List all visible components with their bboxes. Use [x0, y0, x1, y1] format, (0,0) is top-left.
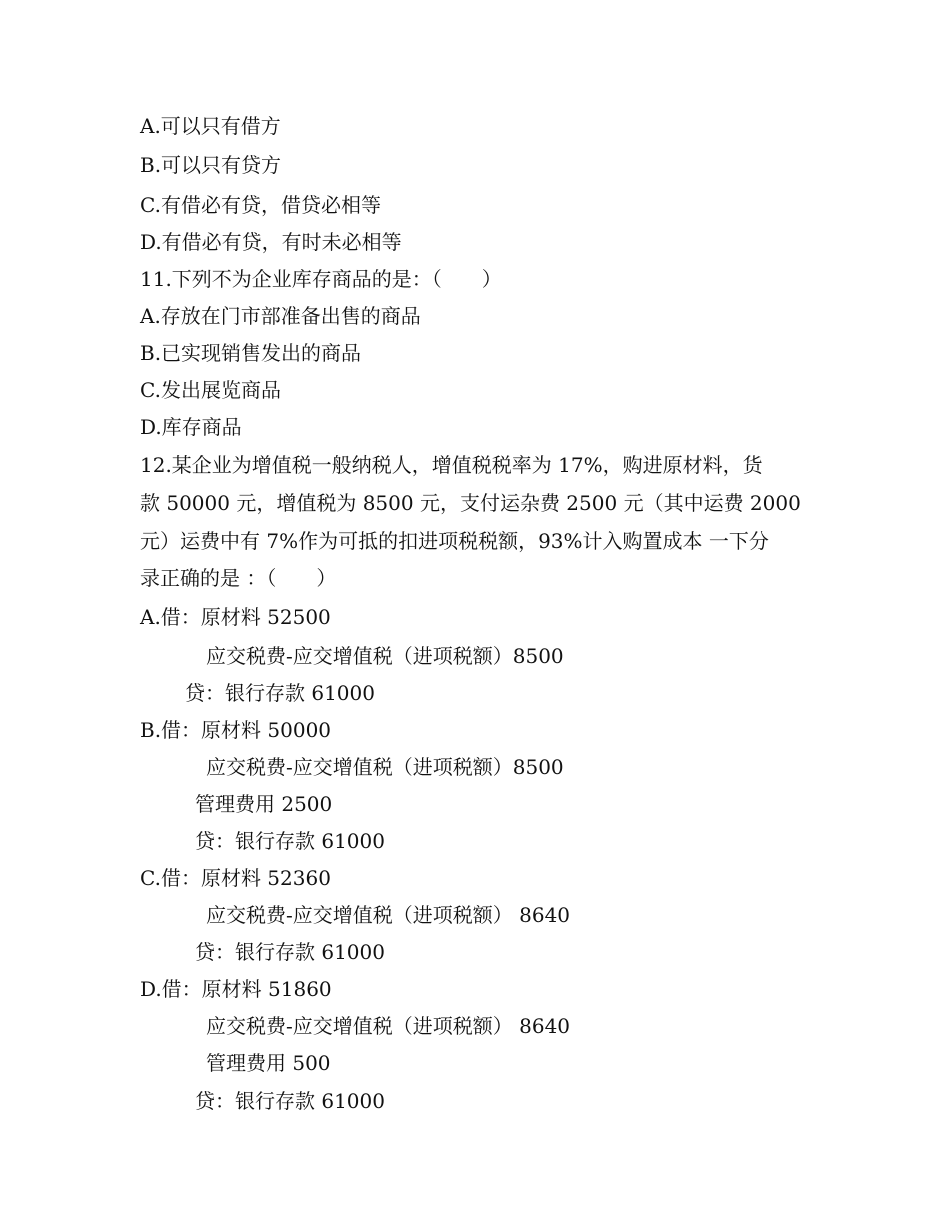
q12-option-b-debit: B.借：原材料 50000 — [140, 718, 332, 742]
q11-stem: 11.下列不为企业库存商品的是：（ ） — [140, 267, 502, 291]
q12-stem-line-1: 12.某企业为增值税一般纳税人，增值税税率为 17%，购进原材料，货 — [140, 453, 763, 477]
q12-option-b-expense: 管理费用 2500 — [195, 792, 333, 816]
q12-stem-line-4: 录正确的是 ：（ ） — [140, 566, 337, 590]
q12-option-b-tax: 应交税费-应交增值税（进项税额）8500 — [206, 755, 564, 779]
q12-option-c-credit: 贷：银行存款 61000 — [195, 940, 385, 964]
q10-option-d: D.有借必有贷，有时未必相等 — [140, 230, 402, 254]
q12-option-d-expense: 管理费用 500 — [206, 1051, 331, 1075]
q10-option-c: C.有借必有贷，借贷必相等 — [140, 193, 381, 217]
q12-option-b-credit: 贷：银行存款 61000 — [195, 829, 385, 853]
q11-option-d: D.库存商品 — [140, 415, 242, 439]
q12-option-d-credit: 贷：银行存款 61000 — [195, 1089, 385, 1113]
q10-option-b: B.可以只有贷方 — [140, 153, 282, 177]
q12-option-d-debit: D.借：原材料 51860 — [140, 977, 332, 1001]
q12-option-a-debit: A.借：原材料 52500 — [140, 605, 331, 629]
q11-option-b: B.已实现销售发出的商品 — [140, 341, 362, 365]
q12-stem-line-3: 元）运费中有 7%作为可抵的扣进项税税额，93%计入购置成本 一下分 — [140, 529, 769, 553]
q12-option-d-tax: 应交税费-应交增值税（进项税额） 8640 — [206, 1014, 571, 1038]
q12-option-a-credit: 贷：银行存款 61000 — [185, 681, 375, 705]
q10-option-a: A.可以只有借方 — [140, 114, 281, 138]
q12-option-c-debit: C.借：原材料 52360 — [140, 866, 331, 890]
q12-stem-line-2: 款 50000 元，增值税为 8500 元，支付运杂费 2500 元（其中运费 2000 — [140, 491, 801, 515]
q11-option-a: A.存放在门市部准备出售的商品 — [140, 304, 421, 328]
q12-option-c-tax: 应交税费-应交增值税（进项税额） 8640 — [206, 903, 571, 927]
q12-option-a-tax: 应交税费-应交增值税（进项税额）8500 — [206, 644, 564, 668]
q11-option-c: C.发出展览商品 — [140, 378, 281, 402]
